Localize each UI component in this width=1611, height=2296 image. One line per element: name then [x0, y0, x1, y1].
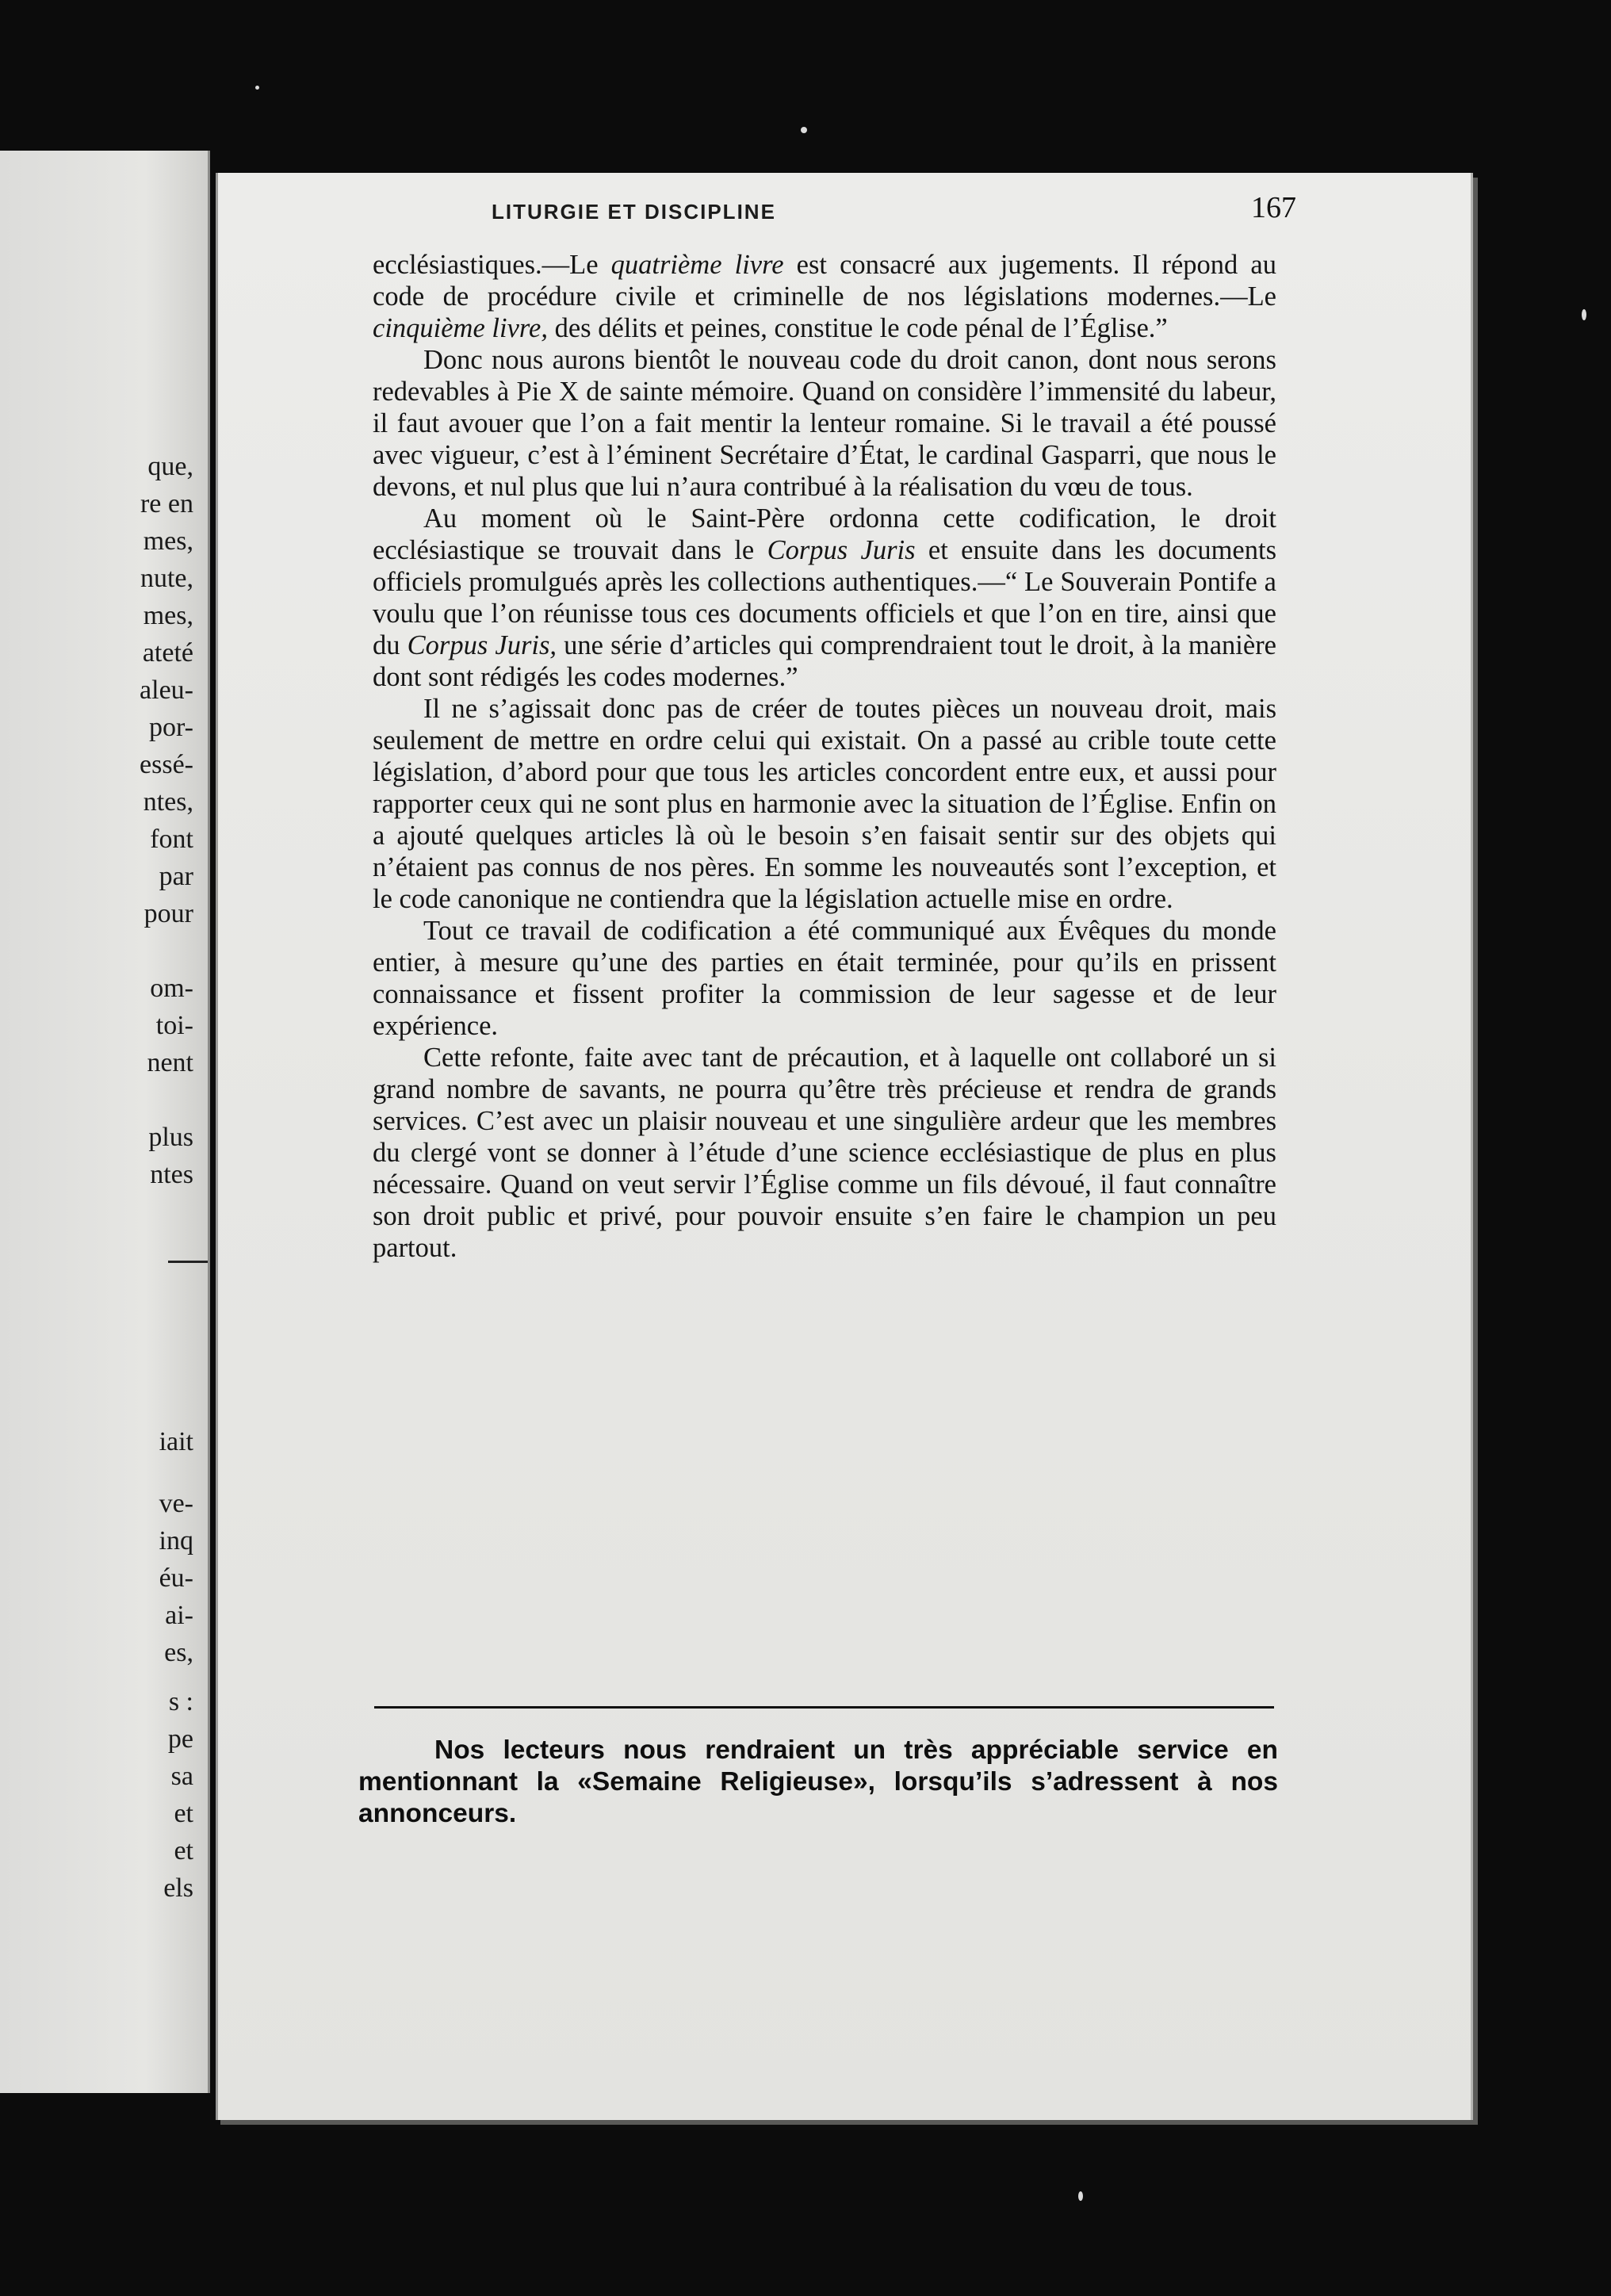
advertising-notice: Nos lecteurs nous rendraient un très appréciable service en mentionnant la «Semaine Religieuse», lorsqu’ils s’adressent à nos annonceurs.	[358, 1735, 1278, 1828]
page-number: 167	[1251, 191, 1296, 224]
article-body	[373, 249, 1276, 1264]
running-title: LITURGIE ET DISCIPLINE	[492, 200, 776, 224]
facing-page-line: sa	[170, 1762, 193, 1791]
facing-page-line: et	[174, 1836, 193, 1866]
facing-page-line: par	[159, 862, 193, 891]
paragraph-5: Tout ce travail de codification a été communiqué aux Évêques du monde entier, à mesure qu’une des parties en était terminée, pour qu’ils en prissent connaissance et fissent profiter la commission de leur sagesse et de leur expérience.	[373, 916, 1276, 1041]
facing-page-line: mes,	[143, 526, 193, 556]
facing-page-line: éu-	[159, 1563, 193, 1593]
facing-page-line: aleu-	[140, 675, 193, 705]
page-header	[492, 190, 1296, 230]
facing-page-line: inq	[159, 1526, 193, 1556]
facing-page-line: nent	[147, 1048, 193, 1077]
facing-page-line: nute,	[140, 564, 193, 593]
paragraph-6: Cette refonte, faite avec tant de précaution, et à laquelle ont collaboré un si grand nombre de savants, ne pourra qu’être très précieuse et rendra de grands services. C’est avec un plaisir nouveau et une singulière ardeur que les membres du clergé vont se donner à l’étude d’une science ecclésiastique de plus en plus nécessaire. Quand on veut servir l’Église comme un fils dévoué, il faut connaître son droit public et privé, pour pouvoir ensuite s’en faire le champion un peu partout.	[373, 1043, 1276, 1263]
facing-page-line: por-	[149, 713, 193, 742]
facing-page-line: font	[150, 825, 193, 854]
facing-page-line: toi-	[155, 1011, 193, 1040]
facing-page-line: pe	[167, 1724, 193, 1754]
facing-page-line: ve-	[159, 1489, 193, 1518]
dust-speck	[1582, 309, 1586, 320]
facing-page-line: ntes	[150, 1160, 193, 1189]
facing-page-line: iait	[159, 1427, 193, 1456]
paragraph-1: ecclésiastiques.—Le quatrième livre est consacré aux jugements. Il répond au code de procédure civile et criminelle de nos législations modernes.—Le cinquième livre, des délits et peines, constitue le code pénal de l’Église.”	[373, 250, 1276, 343]
section-divider	[374, 1706, 1274, 1709]
facing-page-line: essé-	[140, 750, 193, 779]
facing-page-line: ai-	[165, 1601, 193, 1630]
facing-page	[0, 151, 210, 2093]
dust-speck	[801, 127, 807, 133]
facing-page-rule	[168, 1261, 208, 1263]
paragraph-3: Au moment où le Saint-Père ordonna cette codification, le droit ecclésiastique se trouvait dans le Corpus Juris et ensuite dans les documents officiels promulgués après les collections authentiques.—“ Le Souverain Pontife a voulu que l’on réunisse tous ces documents officiels et que l’on en tire, ainsi que du Corpus Juris, une série d’articles qui comprendraient tout le droit, à la manière dont sont rédigés les codes modernes.”	[373, 503, 1276, 692]
facing-page-line: que,	[147, 452, 193, 481]
facing-page-line: ateté	[142, 638, 193, 668]
facing-page-line: pour	[143, 899, 193, 928]
paragraph-2: Donc nous aurons bientôt le nouveau code du droit canon, dont nous serons redevables à Pie X de sainte mémoire. Quand on considère l’immensité du labeur, il faut avouer que l’on a fait mentir la lenteur romaine. Si le travail a été poussé avec vigueur, c’est à l’éminent Secrétaire d’État, le cardinal Gasparri, que nous le devons, et nul plus que lui n’aura contribué à la réalisation du vœu de tous.	[373, 345, 1276, 502]
facing-page-line: et	[174, 1799, 193, 1828]
facing-page-line: re en	[140, 489, 193, 519]
paragraph-4: Il ne s’agissait donc pas de créer de toutes pièces un nouveau droit, mais seulement de mettre en ordre celui qui existait. On a passé au crible toute cette législation, d’abord pour que tous les articles concordent entre eux, et aussi pour rapporter ceux qui ne sont plus en harmonie avec la situation de l’Église. Enfin on a ajouté quelques articles là où le besoin s’en faisait sentir sur des objets qui n’étaient pas connus de nos pères. En somme les nouveautés sont l’exception, et le code canonique ne contiendra que la législation actuelle mise en ordre.	[373, 694, 1276, 914]
dust-speck	[1078, 2191, 1083, 2201]
facing-page-line: mes,	[143, 601, 193, 630]
facing-page-line: els	[163, 1873, 193, 1903]
facing-page-line: s :	[168, 1687, 193, 1716]
facing-page-line: plus	[148, 1123, 193, 1152]
dust-speck	[255, 86, 259, 90]
facing-page-line: es,	[164, 1638, 193, 1667]
facing-page-line: om-	[150, 974, 193, 1003]
facing-page-line: ntes,	[143, 787, 193, 817]
